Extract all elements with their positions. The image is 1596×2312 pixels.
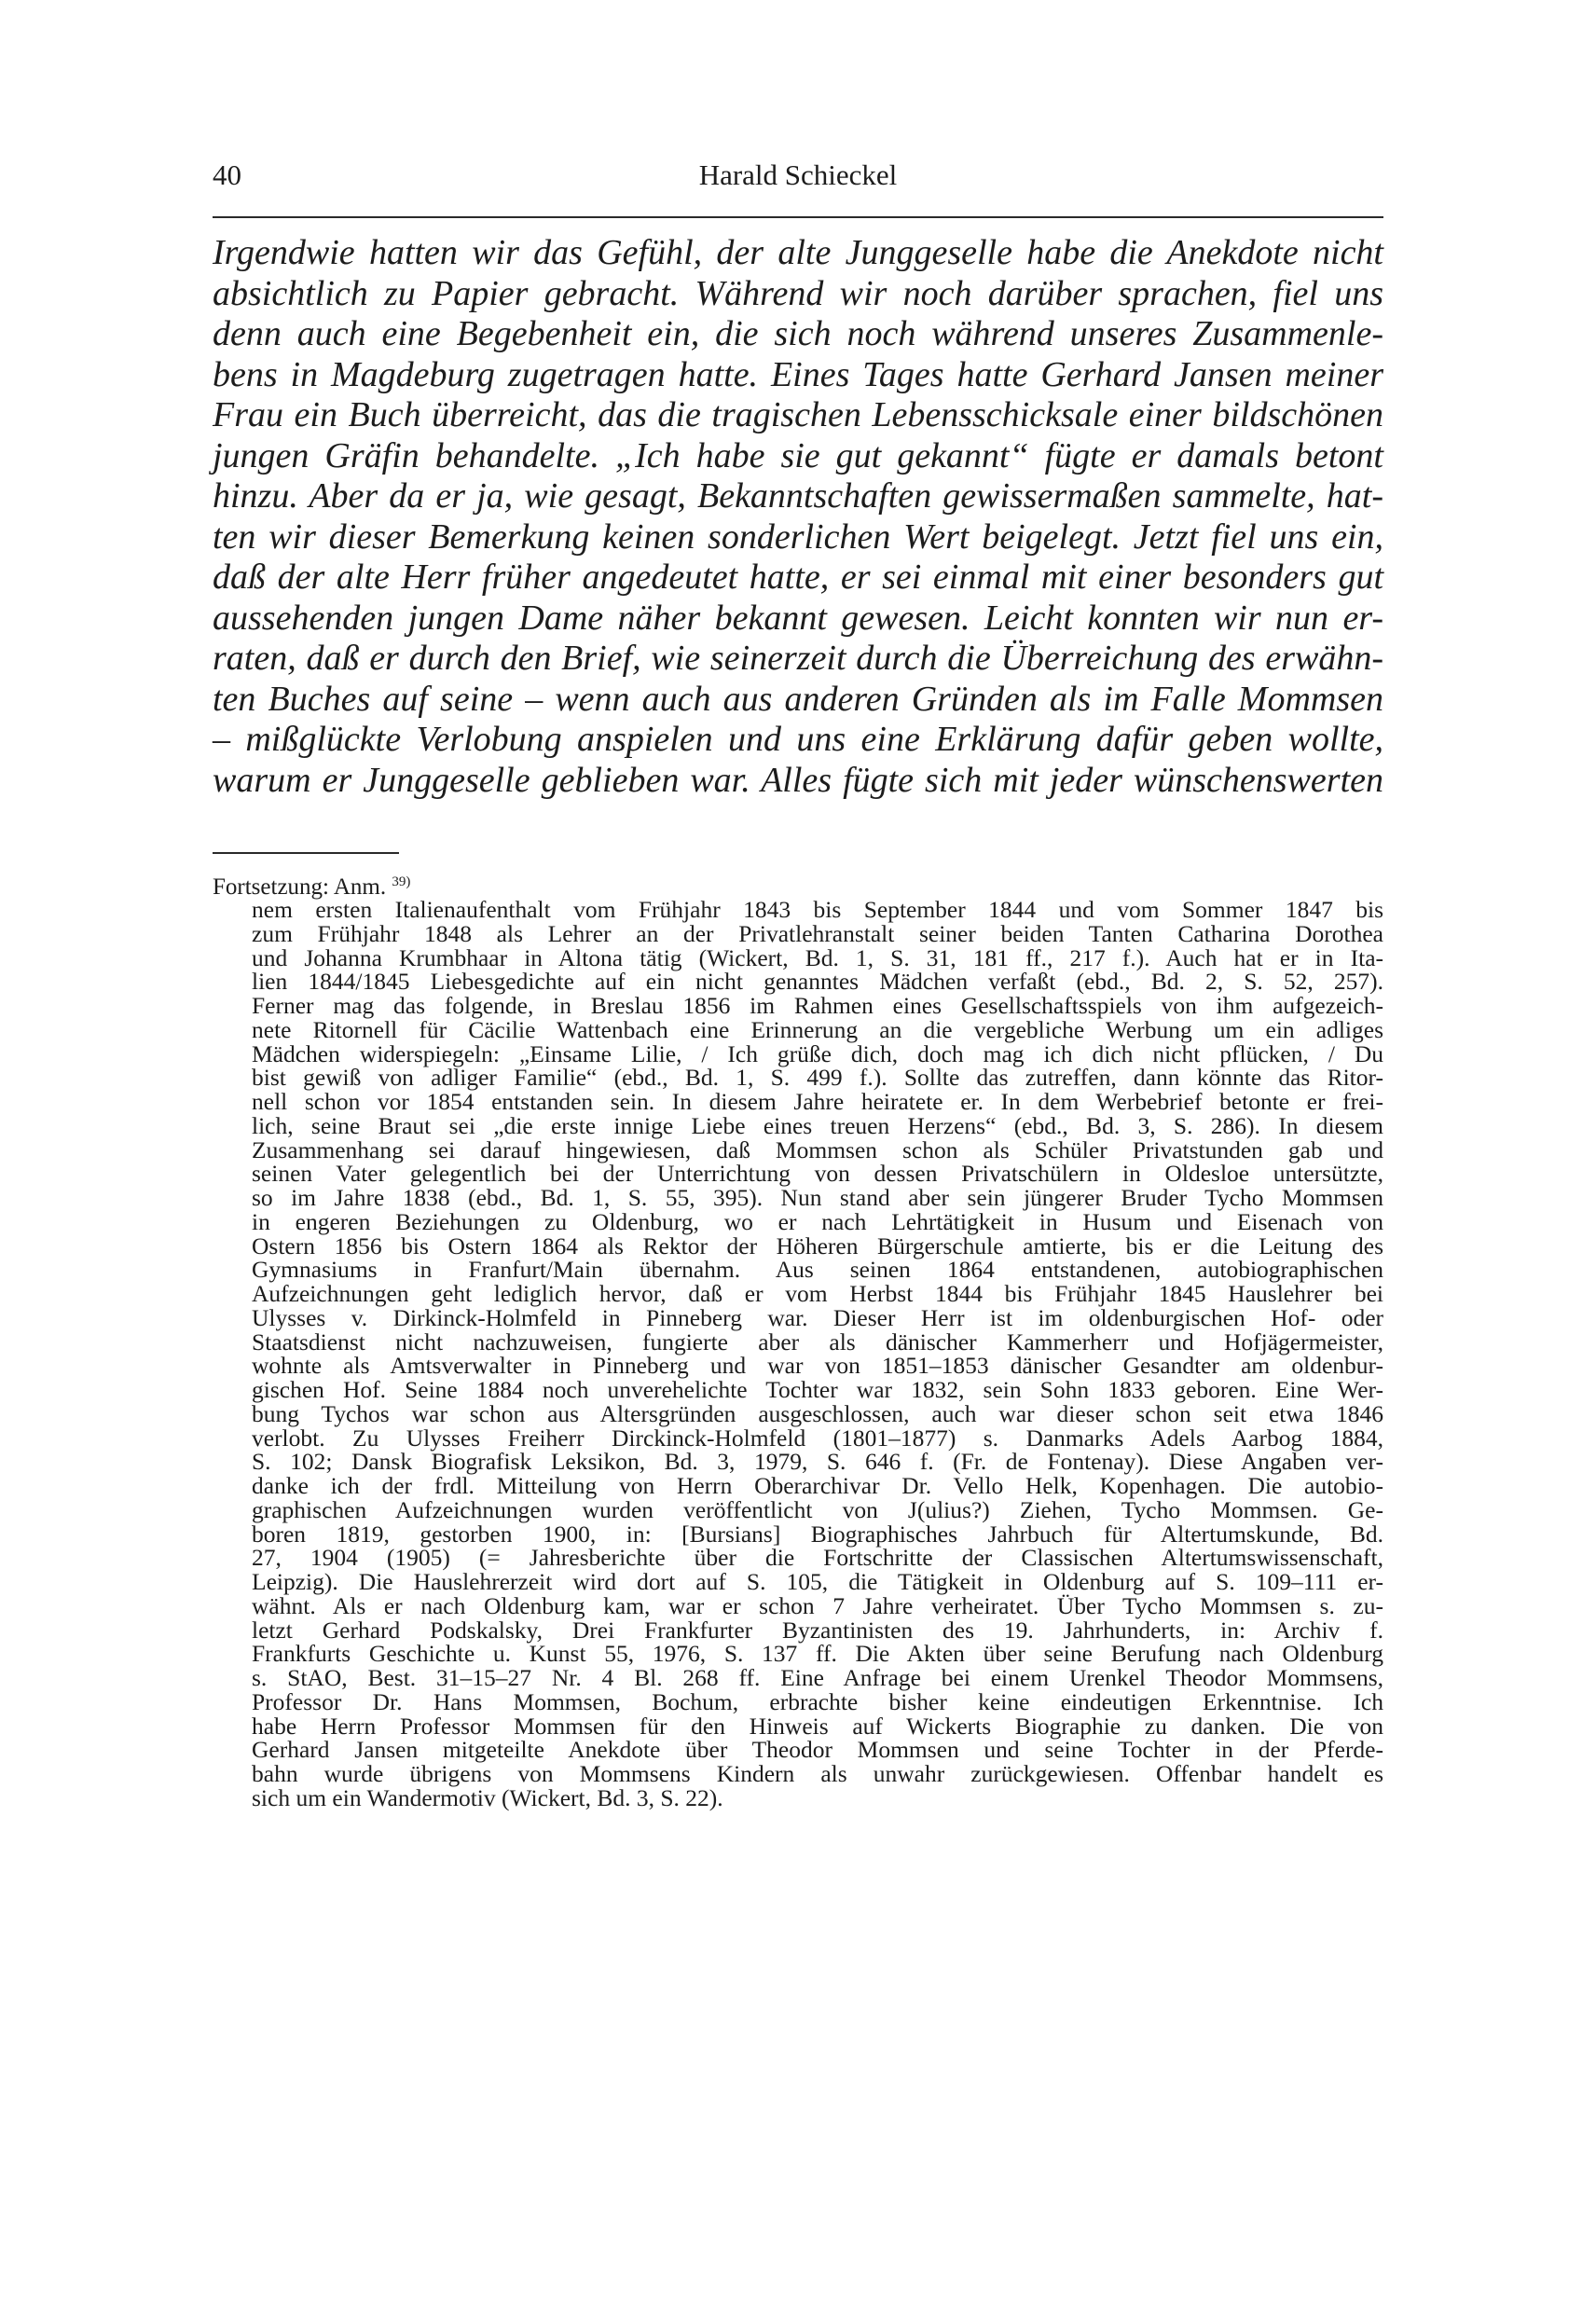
- main-text-line: – mißglückte Verlobung anspielen und uns eine Erklärung dafür geben wollte,: [213, 720, 1383, 759]
- footnote-line: gischen Hof. Seine 1884 noch unverehelichte Tochter war 1832, sein Sohn 1833 geboren. Eine Wer-: [252, 1376, 1383, 1403]
- footnote-line: Zusammenhang sei darauf hingewiesen, daß Mommsen schon als Schüler Privatstunden gab und: [252, 1135, 1383, 1163]
- footnote-line: bist gewiß von adliger Familie“ (ebd., Bd. 1, S. 499 f.). Sollte das zutreffen, dann könnte das Ritor-: [252, 1064, 1383, 1092]
- footnote-line: habe Herrn Professor Mommsen für den Hinweis auf Wickerts Biographie zu danken. Die von: [252, 1712, 1383, 1740]
- main-text-line: raten, daß er durch den Brief, wie seinerzeit durch die Überreichung des erwähn-: [213, 639, 1383, 678]
- footnote-line: lien 1844/1845 Liebesgedichte auf ein nicht genanntes Mädchen verfaßt (ebd., Bd. 2, S. 52, 257).: [252, 968, 1383, 996]
- main-text-line: bens in Magdeburg zugetragen hatte. Eines Tages hatte Gerhard Jansen meiner: [213, 354, 1383, 394]
- main-text-line: aussehenden jungen Dame näher bekannt gewesen. Leicht konnten wir nun er-: [213, 598, 1383, 638]
- main-text-line: daß der alte Herr früher angedeutet hatte, er sei einmal mit einer besonders gut: [213, 557, 1383, 597]
- footnote-line: nem ersten Italienaufenthalt vom Frühjahr 1843 bis September 1844 und vom Sommer 1847 bis: [252, 896, 1383, 923]
- footnote-line: Ferner mag das folgende, in Breslau 1856 im Rahmen eines Gesellschaftsspiels von ihm aufgezeich-: [252, 992, 1383, 1019]
- footnote-line: Ostern 1856 bis Ostern 1864 als Rektor der Höheren Bürgerschule amtierte, bis er die Leitung des: [252, 1232, 1383, 1259]
- footnote-line: so im Jahre 1838 (ebd., Bd. 1, S. 55, 395). Nun stand aber sein jüngerer Bruder Tycho Mommsen: [252, 1184, 1383, 1211]
- footnote-line: letzt Gerhard Podskalsky, Drei Frankfurter Byzantinisten des 19. Jahrhunderts, in: Archiv f.: [252, 1616, 1383, 1644]
- running-head: Harald Schieckel: [698, 158, 898, 191]
- footnote-line: wohnte als Amtsverwalter in Pinneberg und war von 1851–1853 dänischer Gesandter am oldenbur-: [252, 1352, 1383, 1380]
- footnote-line: Leipzig). Die Hauslehrerzeit wird dort auf S. 105, die Tätigkeit in Oldenburg auf S. 109–111 er-: [252, 1568, 1383, 1595]
- header-rule: [213, 216, 1383, 218]
- footnote-line: Ulysses v. Dirkinck-Holmfeld in Pinneberg war. Dieser Herr ist im oldenburgischen Hof- oder: [252, 1303, 1383, 1331]
- main-text-line: ten wir dieser Bemerkung keinen sonderlichen Wert beigelegt. Jetzt fiel uns ein,: [213, 516, 1383, 557]
- footnote-line: seinen Vater gelegentlich bei der Unterrichtung von dessen Privatschülern in Oldesloe untersützte,: [252, 1160, 1383, 1188]
- footnote-line: verlobt. Zu Ulysses Freiherr Dirckinck-Holmfeld (1801–1877) s. Danmarks Adels Aarbog 1884,: [252, 1424, 1383, 1452]
- footnote-line: und Johanna Krumbhaar in Altona tätig (Wickert, Bd. 1, S. 31, 181 ff., 217 f.). Auch hat er in Ita-: [252, 943, 1383, 971]
- main-text-line: hinzu. Aber da er ja, wie gesagt, Bekanntschaften gewissermaßen sammelte, hat-: [213, 476, 1383, 516]
- footnote-line: 27, 1904 (1905) (= Jahresberichte über die Fortschritte der Classischen Altertumswissenschaft,: [252, 1544, 1383, 1572]
- footnote-rule: [213, 852, 399, 854]
- footnote-line: zum Frühjahr 1848 als Lehrer an der Privatlehranstalt seiner beiden Tanten Catharina Dorothea: [252, 919, 1383, 947]
- page-header: [213, 157, 1383, 198]
- footnote-line: danke ich der frdl. Mitteilung von Herrn Oberarchivar Dr. Vello Helk, Kopenhagen. Die autobio-: [252, 1472, 1383, 1499]
- footnote-line: bung Tychos war schon aus Altersgründen ausgeschlossen, auch war dieser schon seit etwa 1846: [252, 1399, 1383, 1427]
- footnote-line: graphischen Aufzeichnungen wurden veröffentlicht von J(ulius?) Ziehen, Tycho Mommsen. Ge-: [252, 1495, 1383, 1523]
- footnote-line: Gerhard Jansen mitgeteilte Anekdote über Theodor Mommsen und seine Tochter in der Pferde-: [252, 1736, 1383, 1764]
- footnote-line: Professor Dr. Hans Mommsen, Bochum, erbrachte bisher keine eindeutigen Erkenntnise. Ich: [252, 1687, 1383, 1715]
- main-text-line: Irgendwie hatten wir das Gefühl, der alte Junggeselle habe die Anekdote nicht: [213, 233, 1383, 272]
- footnote-line: lich, seine Braut sei „die erste innige Liebe eines treuen Herzens“ (ebd., Bd. 3, S. 286). In diesem: [252, 1111, 1383, 1139]
- footnote-line: nete Ritornell für Cäcilie Wattenbach eine Erinnerung an die vergebliche Werbung um ein adliges: [252, 1015, 1383, 1043]
- footnote-line: Gymnasiums in Franfurt/Main übernahm. Aus seinen 1864 entstandenen, autobiographischen: [252, 1256, 1383, 1284]
- main-text: [213, 233, 1383, 801]
- footnote-line: S. 102; Dansk Biografisk Leksikon, Bd. 3, 1979, S. 646 f. (Fr. de Fontenay). Diese Angaben ver-: [252, 1448, 1383, 1476]
- footnote-body: [252, 898, 1383, 1810]
- main-text-line: jungen Gräfin behandelte. „Ich habe sie gut gekannt“ fügte er damals betont: [213, 435, 1383, 475]
- main-text-line: denn auch eine Begebenheit ein, die sich noch während unseres Zusammenle-: [213, 314, 1383, 353]
- main-text-line: Frau ein Buch überreicht, das die tragischen Lebensschicksale einer bildschönen: [213, 395, 1383, 434]
- main-text-line: ten Buches auf seine – wenn auch aus anderen Gründen als im Falle Mommsen: [213, 679, 1383, 719]
- footnote-line: Mädchen widerspiegeln: „Einsame Lilie, / Ich grüße dich, doch mag ich dich nicht pflücken, / Du: [252, 1039, 1383, 1067]
- footnote-line: Staatsdienst nicht nachzuweisen, fungierte aber als dänischer Kammerherr und Hofjägermeister,: [252, 1328, 1383, 1356]
- footnote-line: in engeren Beziehungen zu Oldenburg, wo er nach Lehrtätigkeit in Husum und Eisenach von: [252, 1207, 1383, 1235]
- footnote-line: sich um ein Wandermotiv (Wickert, Bd. 3, S. 22).: [252, 1783, 723, 1811]
- footnote-intro-label: Fortsetzung: Anm.: [213, 874, 387, 900]
- footnote-line: nell schon vor 1854 entstanden sein. In diesem Jahre heiratete er. In dem Werbebrief betonte er frei-: [252, 1088, 1383, 1115]
- footnote-line: Frankfurts Geschichte u. Kunst 55, 1976, S. 137 ff. Die Akten über seine Berufung nach Oldenburg: [252, 1640, 1383, 1668]
- footnote-line: bahn wurde übrigens von Mommsens Kindern als unwahr zurückgewiesen. Offenbar handelt es: [252, 1760, 1383, 1787]
- main-text-line: warum er Junggeselle geblieben war. Alles fügte sich mit jeder wünschenswerten: [213, 760, 1383, 800]
- main-text-line: absichtlich zu Papier gebracht. Während wir noch darüber sprachen, fiel uns: [213, 273, 1383, 313]
- footnote-line: Aufzeichnungen geht lediglich hervor, daß er vom Herbst 1844 bis Frühjahr 1845 Hauslehrer bei: [252, 1280, 1383, 1307]
- footnote-line: s. StAO, Best. 31–15–27 Nr. 4 Bl. 268 ff. Eine Anfrage bei einem Urenkel Theodor Mommsens,: [252, 1664, 1383, 1691]
- footnote-reference: 39): [392, 874, 411, 889]
- footnote-line: boren 1819, gestorben 1900, in: [Bursians] Biographisches Jahrbuch für Altertumskunde, Bd.: [252, 1520, 1383, 1548]
- page-number: 40: [213, 158, 241, 191]
- footnote-line: wähnt. Als er nach Oldenburg kam, war er schon 7 Jahre verheiratet. Über Tycho Mommsen s. zu-: [252, 1591, 1383, 1619]
